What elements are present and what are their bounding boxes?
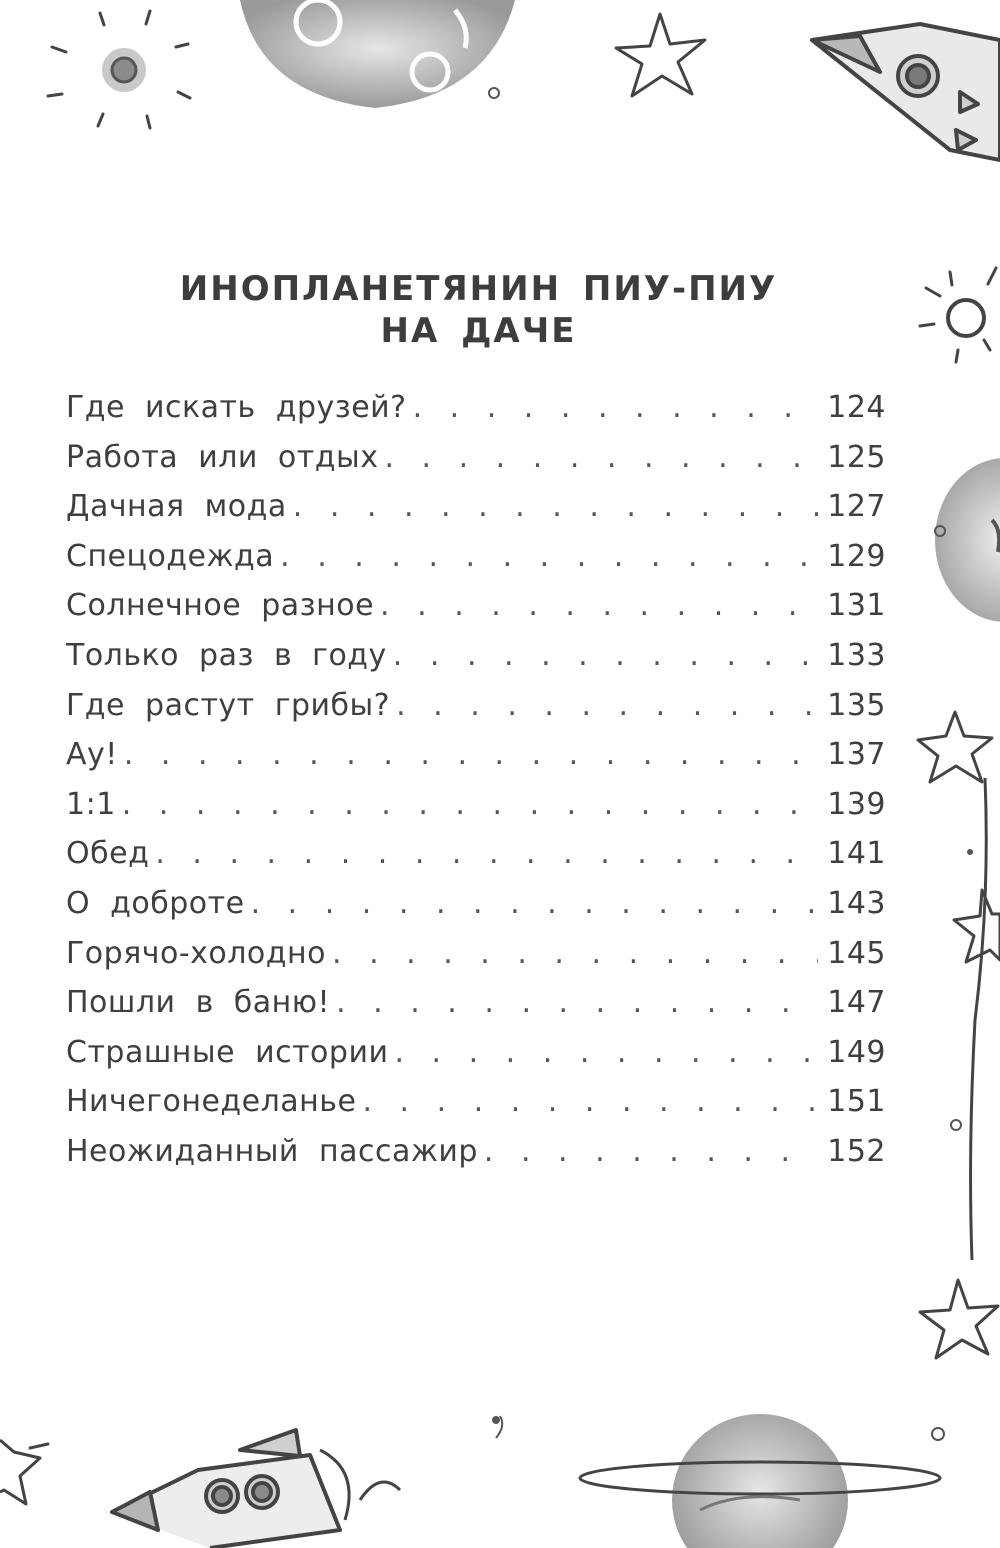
toc-entry-page: 127 — [827, 489, 886, 525]
toc-entry[interactable] — [66, 1084, 886, 1134]
toc-entry-page: 124 — [827, 390, 886, 425]
toc-entry-title: Солнечное разное — [66, 588, 375, 624]
toc-entry-page: 151 — [827, 1084, 886, 1120]
dot-leader — [122, 787, 818, 822]
toc-entry[interactable] — [66, 787, 886, 837]
toc-entry-title: Пошли в баню! — [66, 985, 331, 1021]
toc-entry-title: Неожиданный пассажир — [66, 1133, 478, 1169]
toc-entry-page: 143 — [827, 885, 886, 921]
toc-entry[interactable] — [66, 737, 886, 787]
toc-entry-title: Ау! — [66, 737, 118, 773]
dot-leader — [394, 1035, 818, 1070]
section-title-line-1: ИНОПЛАНЕТЯНИН ПИУ-ПИУ — [179, 269, 778, 309]
toc-entry-title: О доброте — [66, 885, 245, 921]
toc-entry[interactable] — [66, 1134, 886, 1184]
toc-entry[interactable] — [66, 936, 886, 986]
toc-entry[interactable] — [66, 886, 886, 936]
toc-entry-title: Спецодежда — [66, 538, 275, 574]
star-icon — [0, 1440, 48, 1504]
toc-entry-title: Где растут грибы? — [66, 687, 391, 723]
dot-leader — [393, 638, 818, 673]
dot-leader — [484, 1134, 818, 1169]
planet-icon — [240, 0, 515, 108]
dot-leader — [155, 836, 818, 871]
dot-leader — [396, 688, 818, 723]
toc-entry[interactable] — [66, 390, 886, 440]
toc-entry[interactable] — [66, 638, 886, 688]
toc-entry-page: 139 — [827, 786, 886, 822]
toc-entry[interactable] — [66, 1035, 886, 1085]
toc-entry-page: 133 — [827, 637, 886, 673]
planet-icon — [935, 458, 1000, 622]
section-title — [0, 268, 957, 352]
toc-entry-page: 131 — [827, 588, 886, 624]
toc-entry-title: Обед — [66, 836, 150, 872]
toc-entry-page: 135 — [827, 687, 886, 723]
toc-entry[interactable] — [66, 985, 886, 1035]
star-icon — [954, 890, 1000, 962]
dot-leader — [251, 886, 818, 921]
rocket-icon — [812, 24, 1000, 160]
rocket-icon — [112, 1430, 400, 1548]
dot-leader — [336, 985, 818, 1020]
toc-entry-title: Горячо-холодно — [66, 935, 326, 971]
dot-leader — [124, 737, 818, 772]
toc-entry-title: Дачная мода — [66, 489, 287, 525]
table-of-contents — [66, 390, 886, 1184]
toc-entry-page: 137 — [827, 737, 886, 773]
toc-entry[interactable] — [66, 440, 886, 490]
star-icon — [616, 14, 705, 96]
toc-entry[interactable] — [66, 539, 886, 589]
toc-entry-title: 1:1 — [66, 786, 116, 822]
sun-icon — [48, 11, 190, 128]
dot-leader — [413, 390, 818, 425]
toc-entry-title: Страшные истории — [66, 1034, 389, 1070]
toc-entry-title: Работа или отдых — [66, 439, 379, 475]
toc-entry-title: Только раз в году — [66, 637, 387, 673]
toc-entry-page: 129 — [827, 538, 886, 574]
toc-entry-title: Ничегонеделанье — [66, 1084, 357, 1120]
toc-entry-page: 152 — [827, 1133, 886, 1169]
dot-leader — [280, 539, 818, 574]
toc-entry[interactable] — [66, 489, 886, 539]
toc-entry-page: 145 — [827, 935, 886, 971]
toc-entry[interactable] — [66, 688, 886, 738]
dot-leader — [293, 489, 818, 524]
toc-entry-page: 149 — [827, 1034, 886, 1070]
star-icon — [920, 1280, 998, 1358]
section-title-line-2: НА ДАЧЕ — [380, 311, 577, 351]
toc-entry-page: 141 — [827, 836, 886, 872]
toc-entry[interactable] — [66, 836, 886, 886]
toc-entry-page: 125 — [827, 439, 886, 475]
dot-leader — [362, 1084, 818, 1119]
dot-leader — [384, 440, 818, 475]
toc-entry[interactable] — [66, 588, 886, 638]
dot-leader — [332, 936, 818, 971]
toc-entry-page: 147 — [827, 985, 886, 1021]
star-icon — [918, 712, 992, 1260]
toc-entry-title: Где искать друзей? — [66, 390, 407, 425]
dot-leader — [380, 588, 818, 623]
star-icon — [493, 1416, 502, 1438]
ringed-planet-icon — [580, 1414, 940, 1548]
